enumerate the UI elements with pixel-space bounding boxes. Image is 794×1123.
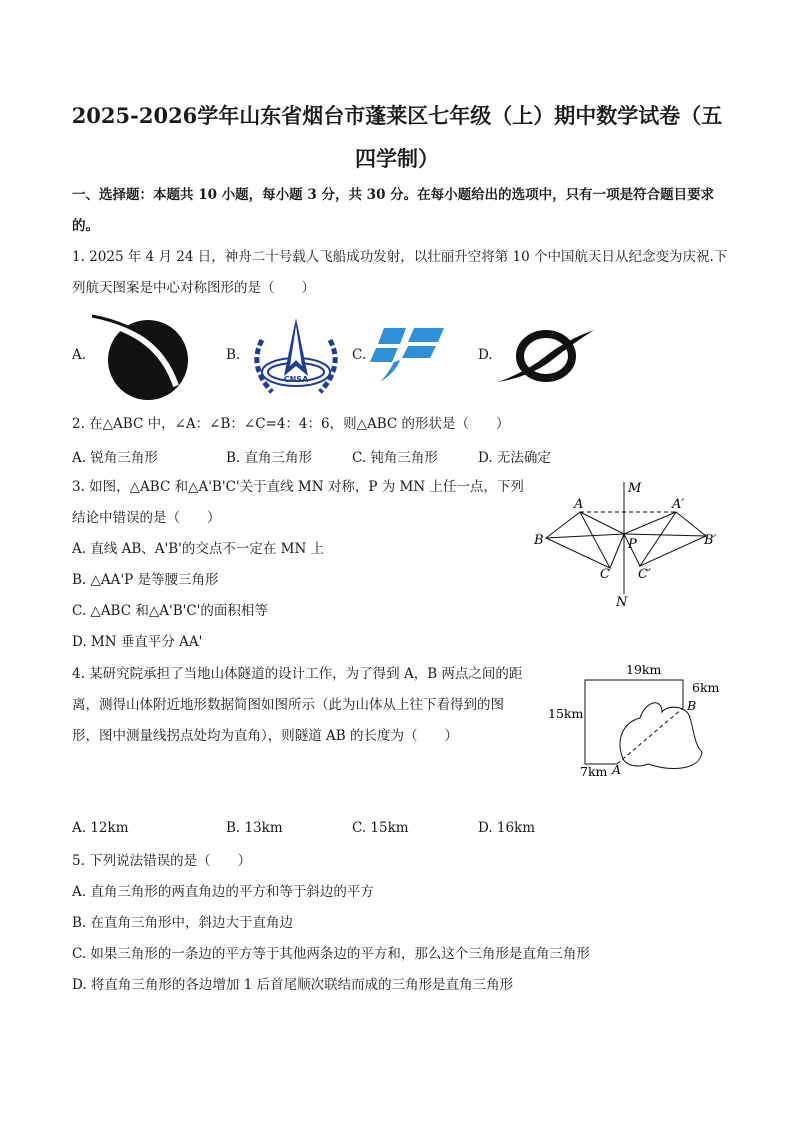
q2-option-d: D. 无法确定 xyxy=(478,450,551,466)
q4-option-b: B. 13km xyxy=(226,820,283,836)
exam-title-line1: 2025-2026学年山东省烟台市蓬莱区七年级（上）期中数学试卷（五 xyxy=(71,103,723,128)
q2-option-b: B. 直角三角形 xyxy=(226,450,313,466)
label-N: N xyxy=(616,595,628,610)
q4-stem-line3: 形，图中测量线拐点处均为直角），则隧道 AB 的长度为（ ） xyxy=(72,728,459,744)
q3-stem-line1: 3. 如图，△ABC 和△A'B'C'关于直线 MN 对称，P 为 MN 上任一点，下列 xyxy=(72,479,524,495)
satellite-wing-logo-icon xyxy=(370,322,450,386)
label-15km: 15km xyxy=(548,706,584,721)
q4-option-a: A. 12km xyxy=(72,820,129,836)
label-M: M xyxy=(628,481,642,496)
section-heading: 一、选择题：本题共 10 小题，每小题 3 分，共 30 分。在每小题给出的选项中，只有一项是符合题目要求 xyxy=(72,187,715,203)
q4-stem-line1: 4. 某研究院承担了当地山体隧道的设计工作，为了得到 A，B 两点之间的距 xyxy=(72,666,523,682)
q3-option-a: A. 直线 AB、A'B'的交点不一定在 MN 上 xyxy=(72,541,325,557)
label-7km: 7km xyxy=(580,764,608,779)
q2-stem: 2. 在△ABC 中，∠A：∠B：∠C=4：4：6，则△ABC 的形状是（ ） xyxy=(72,416,510,432)
q5-option-d: D. 将直角三角形的各边增加 1 后首尾顺次联结而成的三角形是直角三角形 xyxy=(72,977,514,993)
q3-option-b: B. △AA'P 是等腰三角形 xyxy=(72,572,219,588)
label-A: A xyxy=(612,762,622,777)
label-A: A xyxy=(574,497,584,512)
label-A-prime: A′ xyxy=(672,497,685,512)
section-heading-cont: 的。 xyxy=(72,218,99,234)
q1-option-a-label: A. xyxy=(72,347,87,363)
q1-stem-line2: 列航天图案是中心对称图形的是（ ） xyxy=(72,280,315,296)
q5-option-b: B. 在直角三角形中，斜边大于直角边 xyxy=(72,915,294,931)
q2-option-c: C. 钝角三角形 xyxy=(352,450,438,466)
q3-option-d: D. MN 垂直平分 AA' xyxy=(72,634,203,650)
q4-stem-line2: 离，测得山体附近地形数据简图如图所示（此为山体从上往下看得到的图 xyxy=(72,697,504,713)
q5-option-a: A. 直角三角形的两直角边的平方和等于斜边的平方 xyxy=(72,884,374,900)
q3-symmetry-figure xyxy=(528,474,728,614)
q4-tunnel-figure xyxy=(544,660,734,782)
planet-orbit-logo-icon xyxy=(90,314,200,400)
q1-stem-line1: 1. 2025 年 4 月 24 日，神舟二十号载人飞船成功发射，以壮丽升空将第 10 个中国航天日从纪念变为庆祝.下 xyxy=(72,249,728,265)
q1-option-b-label: B. xyxy=(226,347,241,363)
q1-option-c-label: C. xyxy=(352,347,367,363)
label-C-prime: C′ xyxy=(638,567,651,582)
q2-option-a: A. 锐角三角形 xyxy=(72,450,158,466)
label-P: P xyxy=(628,537,637,552)
label-B: B xyxy=(687,698,697,713)
cnsa-logo-icon xyxy=(244,316,348,400)
q1-option-d-label: D. xyxy=(478,347,493,363)
q5-option-c: C. 如果三角形的一条边的平方等于其他两条边的平方和，那么这个三角形是直角三角形 xyxy=(72,946,590,962)
label-B: B xyxy=(534,533,544,548)
q4-option-d: D. 16km xyxy=(478,820,536,836)
cnsa-text: CNSA xyxy=(283,375,309,384)
exam-title-line2: 四学制） xyxy=(355,146,439,171)
q5-stem: 5. 下列说法错误的是（ ） xyxy=(72,853,252,869)
q3-stem-line2: 结论中错误的是（ ） xyxy=(72,510,221,526)
label-C: C xyxy=(600,567,610,582)
orbit-ring-logo-icon xyxy=(496,326,596,386)
label-6km: 6km xyxy=(692,680,720,695)
label-B-prime: B′ xyxy=(704,533,717,548)
q4-option-c: C. 15km xyxy=(352,820,409,836)
q3-option-c: C. △ABC 和△A'B'C'的面积相等 xyxy=(72,603,268,619)
label-19km: 19km xyxy=(626,662,662,677)
